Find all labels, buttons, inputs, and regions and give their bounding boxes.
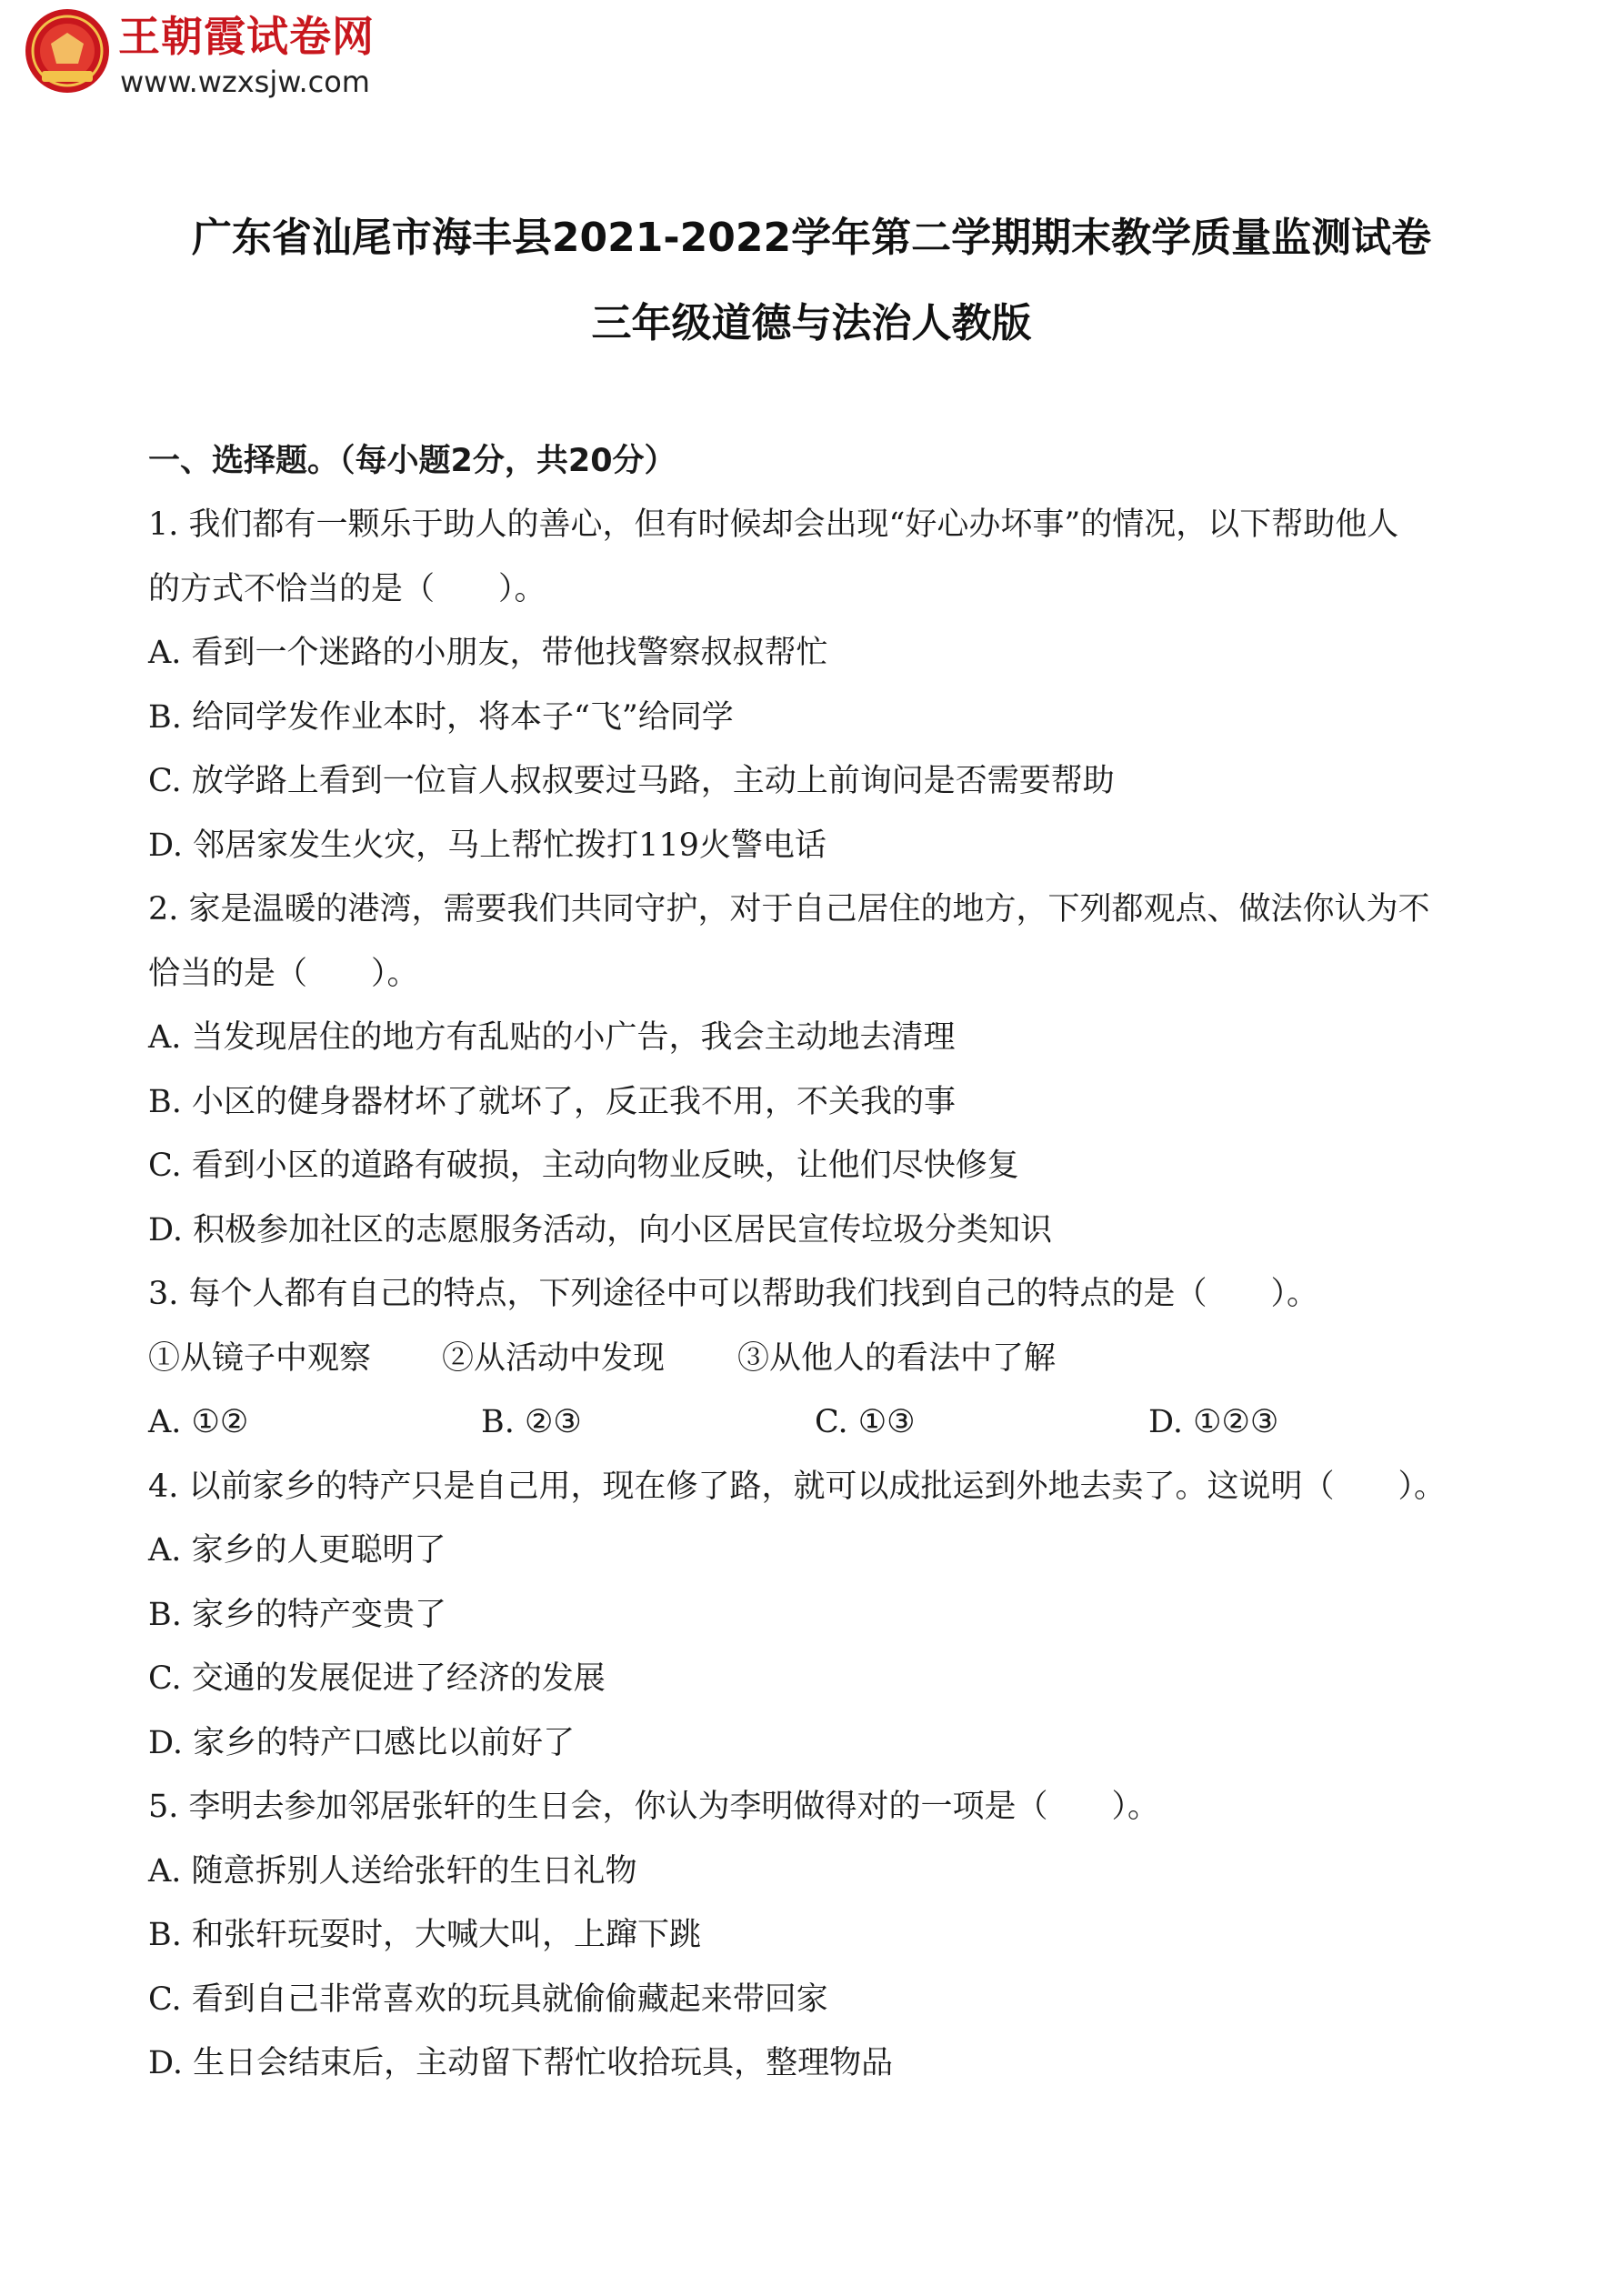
question-5-option-c: C. 看到自己非常喜欢的玩具就偷偷藏起来带回家 bbox=[148, 1981, 828, 2018]
question-2-option-b: B. 小区的健身器材坏了就坏了，反正我不用，不关我的事 bbox=[148, 1084, 956, 1120]
question-3-sub-item-3: ③从他人的看法中了解 bbox=[737, 1340, 1057, 1377]
question-3-option-b: B. ②③ bbox=[481, 1404, 582, 1440]
question-5-option-a: A. 随意拆别人送给张轩的生日礼物 bbox=[148, 1853, 637, 1890]
question-4-option-c: C. 交通的发展促进了经济的发展 bbox=[148, 1660, 606, 1697]
question-3-stem: 3. 每个人都有自己的特点，下列途径中可以帮助我们找到自己的特点的是（ ）。 bbox=[148, 1276, 1319, 1312]
brand-name: 王朝霞试卷网 bbox=[118, 12, 375, 61]
question-2-stem-line-1: 2. 家是温暖的港湾，需要我们共同守护，对于自己居住的地方，下列都观点、做法你认为不 bbox=[148, 891, 1430, 927]
question-3-option-c: C. ①③ bbox=[815, 1404, 916, 1440]
page-subtitle: 三年级道德与法治人教版 bbox=[591, 300, 1032, 346]
question-3-sub-items bbox=[148, 1336, 1512, 1381]
question-5-stem: 5. 李明去参加邻居张轩的生日会，你认为李明做得对的一项是（ ）。 bbox=[148, 1789, 1160, 1825]
question-3-option-d: D. ①②③ bbox=[1148, 1404, 1279, 1440]
page-title: 广东省汕尾市海丰县2021-2022学年第二学期期末教学质量监测试卷 bbox=[191, 215, 1432, 261]
question-2-option-c: C. 看到小区的道路有破损，主动向物业反映，让他们尽快修复 bbox=[148, 1148, 1019, 1184]
question-1-stem-line-1: 1. 我们都有一颗乐于助人的善心，但有时候却会出现“好心办坏事”的情况，以下帮助他人 bbox=[148, 506, 1399, 543]
question-2-option-d: D. 积极参加社区的志愿服务活动，向小区居民宣传垃圾分类知识 bbox=[148, 1212, 1053, 1248]
question-1-option-d: D. 邻居家发生火灾，马上帮忙拨打119火警电话 bbox=[148, 827, 827, 864]
section-heading: 一、选择题。（每小题2分，共20分） bbox=[148, 443, 676, 479]
question-4-option-d: D. 家乡的特产口感比以前好了 bbox=[148, 1725, 576, 1761]
brand-url: www.wzxsjw.com bbox=[120, 65, 370, 99]
seal-logo-icon bbox=[24, 7, 111, 95]
question-1-option-c: C. 放学路上看到一位盲人叔叔要过马路，主动上前询问是否需要帮助 bbox=[148, 763, 1115, 799]
question-1-option-b: B. 给同学发作业本时，将本子“飞”给同学 bbox=[148, 699, 734, 736]
question-2-option-a: A. 当发现居住的地方有乱贴的小广告，我会主动地去清理 bbox=[148, 1019, 956, 1056]
question-5-option-d: D. 生日会结束后，主动留下帮忙收拾玩具，整理物品 bbox=[148, 2045, 894, 2081]
question-3-sub-item-1: ①从镜子中观察 bbox=[148, 1340, 372, 1377]
question-1-stem-line-2: 的方式不恰当的是（ ）。 bbox=[148, 571, 546, 607]
question-3-sub-item-2: ②从活动中发现 bbox=[442, 1340, 666, 1377]
question-3-options bbox=[148, 1399, 1512, 1445]
question-4-option-a: A. 家乡的人更聪明了 bbox=[148, 1532, 446, 1569]
question-2-stem-line-2: 恰当的是（ ）。 bbox=[148, 956, 419, 992]
question-4-option-b: B. 家乡的特产变贵了 bbox=[148, 1597, 446, 1633]
question-4-stem: 4. 以前家乡的特产只是自己用，现在修了路，就可以成批运到外地去卖了。这说明（ ）。 bbox=[148, 1469, 1447, 1505]
question-5-option-b: B. 和张轩玩耍时，大喊大叫，上蹿下跳 bbox=[148, 1917, 701, 1953]
question-1-option-a: A. 看到一个迷路的小朋友，带他找警察叔叔帮忙 bbox=[148, 635, 828, 671]
site-logo bbox=[24, 7, 406, 98]
question-3-option-a: A. ①② bbox=[148, 1404, 249, 1440]
